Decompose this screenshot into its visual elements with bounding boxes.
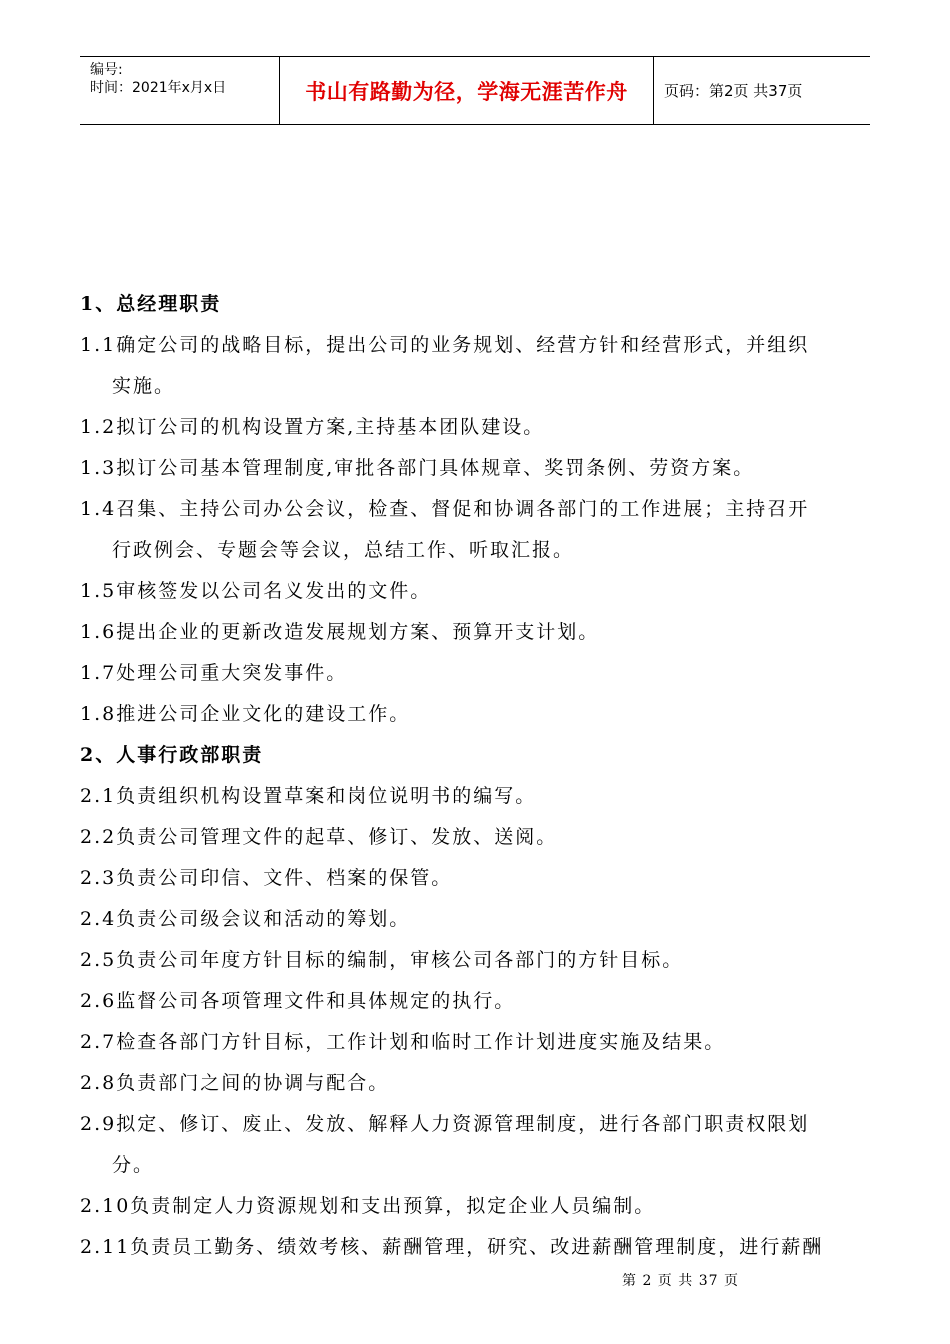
section-heading: 1、总经理职责 — [80, 293, 222, 315]
list-item: 1.4召集、主持公司办公会议，检查、督促和协调各部门的工作进展；主持召开 — [80, 498, 810, 520]
list-item: 2.8负责部门之间的协调与配合。 — [80, 1072, 390, 1094]
page-header — [80, 56, 870, 125]
list-item: 1.5审核签发以公司名义发出的文件。 — [80, 580, 432, 602]
header-meta — [80, 57, 280, 124]
time-label: 时间：2021年x月x日 — [90, 80, 227, 96]
list-item: 1.7处理公司重大突发事件。 — [80, 662, 348, 684]
list-item: 2.1负责组织机构设置草案和岗位说明书的编写。 — [80, 785, 537, 807]
list-item: 2.3负责公司印信、文件、档案的保管。 — [80, 867, 453, 889]
list-item: 2.2负责公司管理文件的起草、修订、发放、送阅。 — [80, 826, 558, 848]
list-item: 1.8推进公司企业文化的建设工作。 — [80, 703, 411, 725]
list-item: 2.10负责制定人力资源规划和支出预算，拟定企业人员编制。 — [80, 1195, 656, 1217]
paragraph-continuation: 分。 — [112, 1154, 155, 1176]
list-item: 2.5负责公司年度方针目标的编制，审核公司各部门的方针目标。 — [80, 949, 684, 971]
header-motto: 书山有路勤为径，学海无涯苦作舟 — [280, 57, 654, 124]
list-item: 1.2拟订公司的机构设置方案,主持基本团队建设。 — [80, 416, 545, 438]
page-footer: 第 2 页 共 37 页 — [622, 1273, 739, 1289]
list-item: 2.9拟定、修订、废止、发放、解释人力资源管理制度，进行各部门职责权限划 — [80, 1113, 810, 1135]
header-page-info: 页码：第2页 共37页 — [664, 82, 803, 100]
section-heading: 2、人事行政部职责 — [80, 744, 264, 766]
list-item: 2.4负责公司级会议和活动的筹划。 — [80, 908, 411, 930]
list-item: 1.6提出企业的更新改造发展规划方案、预算开支计划。 — [80, 621, 600, 643]
number-label: 编号: — [90, 62, 123, 78]
document-body — [80, 284, 870, 1268]
list-item: 2.6监督公司各项管理文件和具体规定的执行。 — [80, 990, 516, 1012]
list-item: 1.3拟订公司基本管理制度,审批各部门具体规章、奖罚条例、劳资方案。 — [80, 457, 755, 479]
list-item: 2.7检查各部门方针目标，工作计划和临时工作计划进度实施及结果。 — [80, 1031, 726, 1053]
paragraph-continuation: 行政例会、专题会等会议，总结工作、听取汇报。 — [112, 539, 575, 561]
paragraph-continuation: 实施。 — [112, 375, 176, 397]
list-item: 2.11负责员工勤务、绩效考核、薪酬管理，研究、改进薪酬管理制度，进行薪酬 — [80, 1236, 824, 1258]
list-item: 1.1确定公司的战略目标，提出公司的业务规划、经营方针和经营形式，并组织 — [80, 334, 810, 356]
